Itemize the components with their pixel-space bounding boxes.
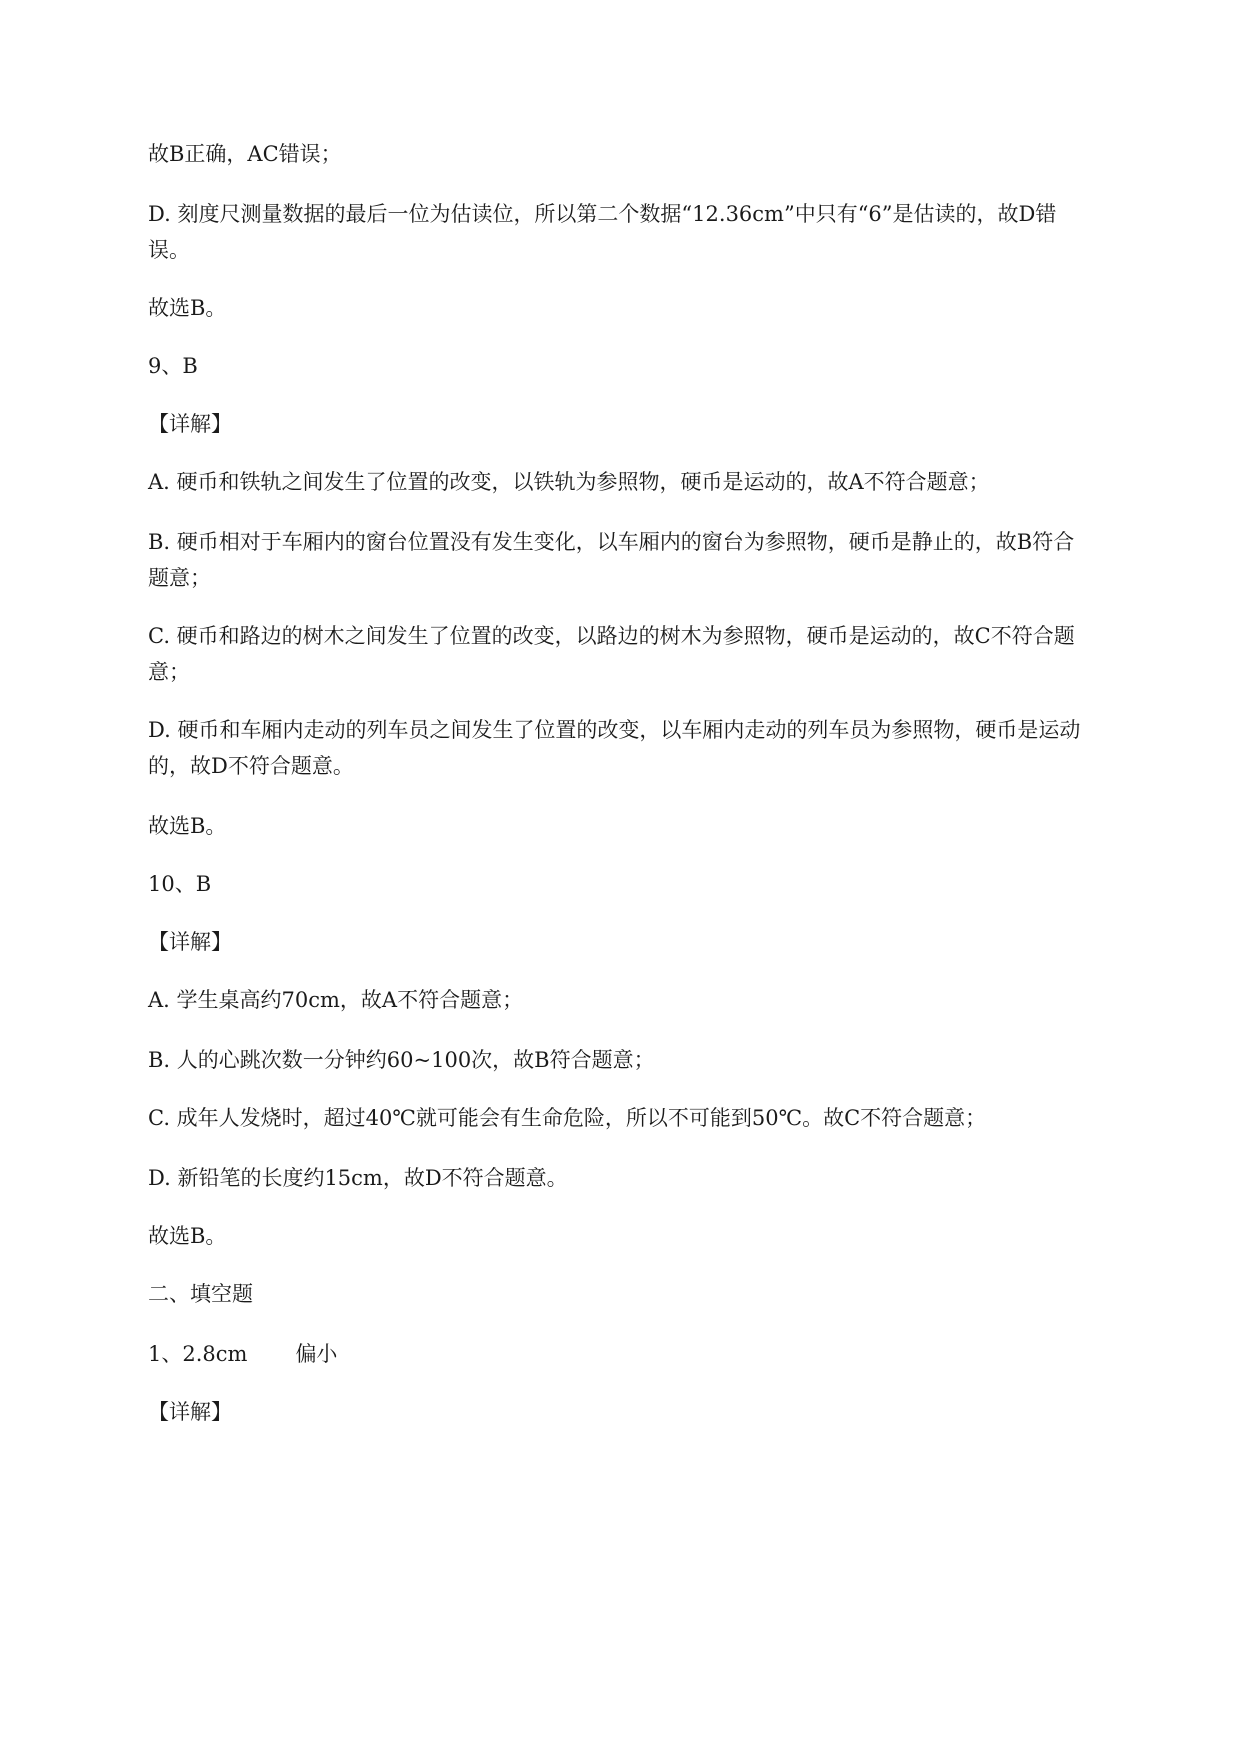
answer-first: 1、2.8cm — [148, 1342, 248, 1366]
text-line: D. 新铅笔的长度约15cm，故D不符合题意。 — [148, 1166, 568, 1190]
question-number: 9、B — [148, 354, 198, 378]
section-label: 【详解】 — [148, 930, 232, 954]
answer-line — [148, 1334, 1148, 1374]
question-number: 10、B — [148, 872, 212, 896]
section-label: 【详解】 — [148, 1400, 232, 1424]
section-heading: 二、填空题 — [148, 1282, 253, 1306]
text-line: C. 硬币和路边的树木之间发生了位置的改变，以路边的树木为参照物，硬币是运动的，故C不符合题 — [148, 624, 1075, 648]
text-line: D. 刻度尺测量数据的最后一位为估读位，所以第二个数据“12.36cm”中只有“6”是估读的，故D错 — [148, 202, 1057, 226]
text-line: A. 硬币和铁轨之间发生了位置的改变，以铁轨为参照物，硬币是运动的，故A不符合题意； — [148, 470, 990, 494]
section-label: 【详解】 — [148, 412, 232, 436]
text-line: 的，故D不符合题意。 — [148, 754, 354, 778]
text-line: 故选B。 — [148, 814, 227, 838]
answer-second: 偏小 — [295, 1342, 338, 1366]
text-line: 误。 — [148, 238, 190, 262]
text-line: B. 硬币相对于车厢内的窗台位置没有发生变化，以车厢内的窗台为参照物，硬币是静止的，故B符合 — [148, 530, 1075, 554]
text-line: 故选B。 — [148, 1224, 227, 1248]
document-page — [148, 0, 1148, 1754]
text-line: 故选B。 — [148, 296, 227, 320]
text-line: 意； — [148, 660, 190, 684]
text-line: 题意； — [148, 566, 211, 590]
text-line: B. 人的心跳次数一分钟约60~100次，故B符合题意； — [148, 1048, 655, 1072]
text-line: 故B正确，AC错误； — [148, 142, 342, 166]
text-line: A. 学生桌高约70cm，故A不符合题意； — [148, 988, 524, 1012]
text-line: C. 成年人发烧时，超过40℃就可能会有生命危险，所以不可能到50℃。故C不符合题意； — [148, 1106, 987, 1130]
text-line: D. 硬币和车厢内走动的列车员之间发生了位置的改变，以车厢内走动的列车员为参照物，硬币是运动 — [148, 718, 1081, 742]
